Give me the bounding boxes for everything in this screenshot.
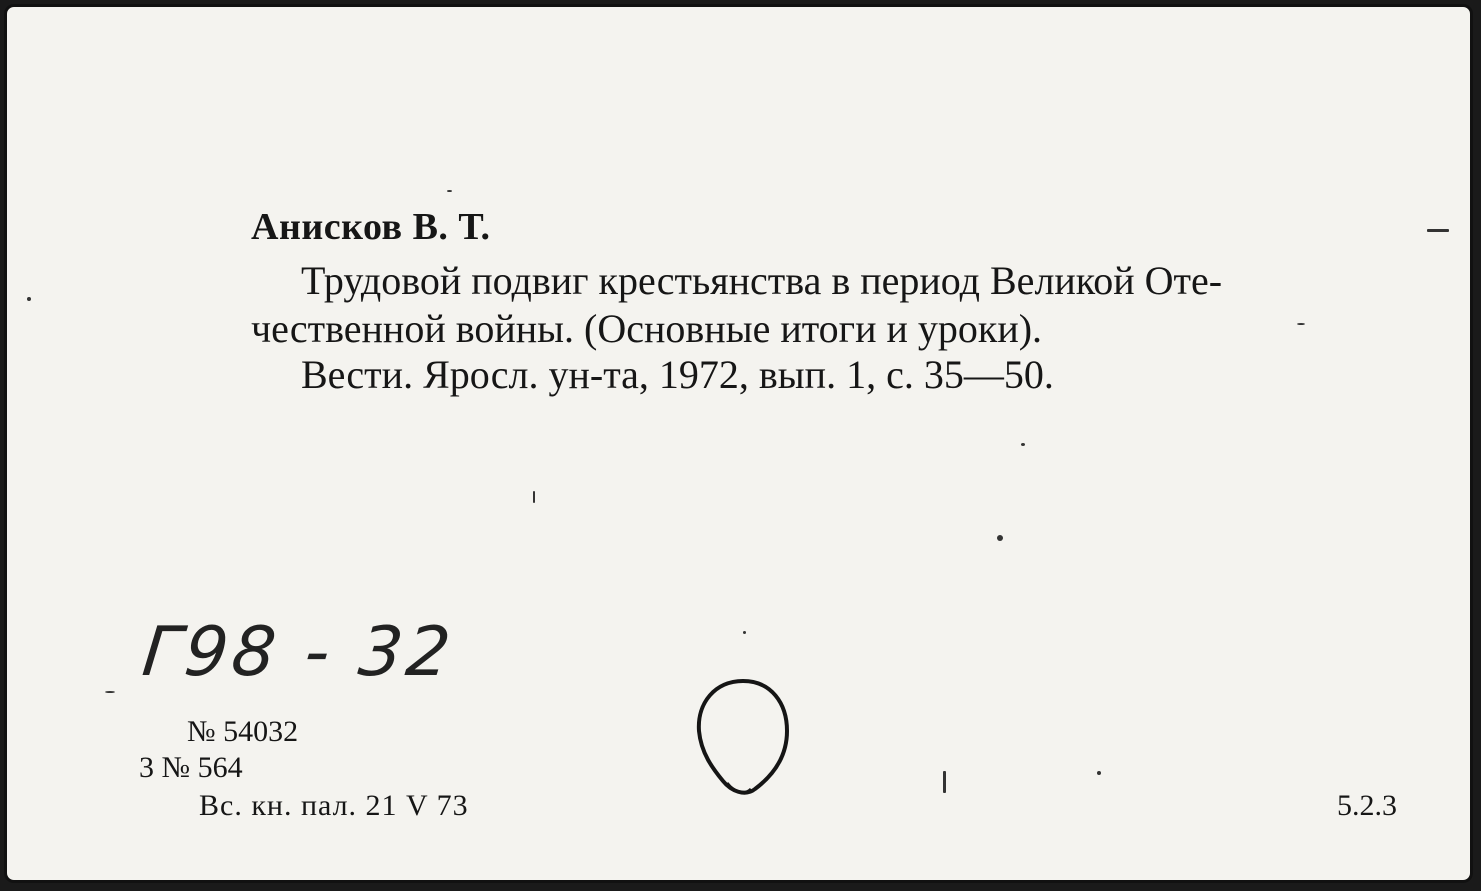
speck <box>27 297 31 301</box>
source-line: Вести. Яросл. ун-та, 1972, вып. 1, с. 35—50. <box>301 352 1054 397</box>
classification-code: 5.2.3 <box>1337 789 1397 822</box>
speck <box>533 491 535 503</box>
oval-stamp-mark <box>687 673 797 803</box>
handwritten-call-number: Г98 - 32 <box>138 613 458 692</box>
speck <box>997 535 1003 541</box>
speck <box>447 190 452 192</box>
speck <box>1097 771 1101 775</box>
speck <box>1297 323 1305 325</box>
title-line-1: Трудовой подвиг крестьянства в период Великой Оте- <box>301 258 1223 303</box>
author-name: Анисков В. Т. <box>251 206 491 248</box>
catalog-card <box>4 4 1473 883</box>
order-number: 3 № 564 <box>139 751 243 784</box>
title-line-2: чественной войны. (Основные итоги и уроки). <box>251 306 1043 351</box>
speck <box>1021 443 1025 446</box>
speck <box>943 771 946 793</box>
receipt-note: Вс. кн. пал. 21 V 73 <box>199 789 469 822</box>
speck <box>743 631 746 634</box>
accession-number: № 54032 <box>187 715 299 748</box>
speck <box>1427 229 1449 232</box>
speck <box>105 691 115 693</box>
